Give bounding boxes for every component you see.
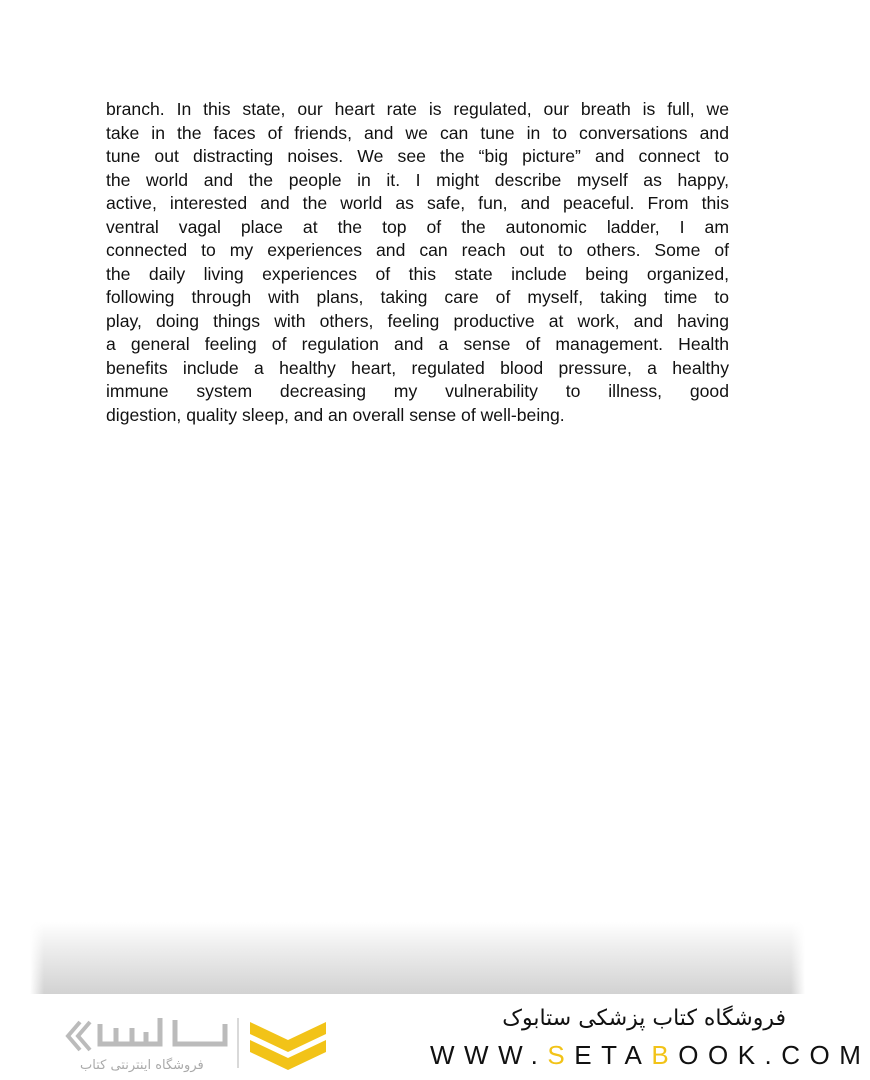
text-line: tune out distracting noises. We see the “big picture” and connect to (106, 146, 729, 166)
text-line: benefits include a healthy heart, regulated blood pressure, a healthy (106, 357, 729, 378)
text-line: digestion, quality sleep, and an overall sense of well-being. (106, 404, 565, 425)
url-part: OOK.COM (678, 1040, 870, 1070)
text-line: the daily living experiences of this state include being organized, (106, 263, 729, 284)
url-accent-letter: B (651, 1040, 679, 1070)
store-title: فروشگاه کتاب پزشکی ستابوک (502, 1006, 786, 1031)
website-url[interactable] (430, 1040, 870, 1071)
text-line: play, doing things with others, feeling productive at work, and having (106, 310, 729, 331)
text-line: branch. In this state, our heart rate is regulated, our breath is full, we (106, 99, 729, 119)
text-line: active, interested and the world as safe, fun, and peaceful. From this (106, 193, 729, 213)
body-paragraph (106, 98, 729, 427)
text-line: immune system decreasing my vulnerability to illness, good (106, 381, 729, 401)
text-line: a general feeling of regulation and a sense of management. Health (106, 334, 729, 354)
logo-wordmark (100, 1018, 225, 1044)
url-part: WWW. (430, 1040, 548, 1070)
text-line: the world and the people in it. I might describe myself as happy, (106, 169, 729, 190)
footer-shadow-band (30, 922, 805, 994)
double-chevron-icon (68, 1022, 90, 1050)
text-line: following through with plans, taking care of myself, taking time to (106, 287, 729, 307)
logo-subtitle: فروشگاه اینترنتی کتاب (80, 1058, 204, 1073)
text-line: connected to my experiences and can reach out to others. Some of (106, 240, 729, 260)
url-accent-letter: S (547, 1040, 575, 1070)
text-line: take in the faces of friends, and we can tune in to conversations and (106, 122, 729, 143)
url-part: ETA (574, 1040, 652, 1070)
logo-emblem-icon (250, 1022, 326, 1070)
text-line: ventral vagal place at the top of the autonomic ladder, I am (106, 216, 729, 237)
